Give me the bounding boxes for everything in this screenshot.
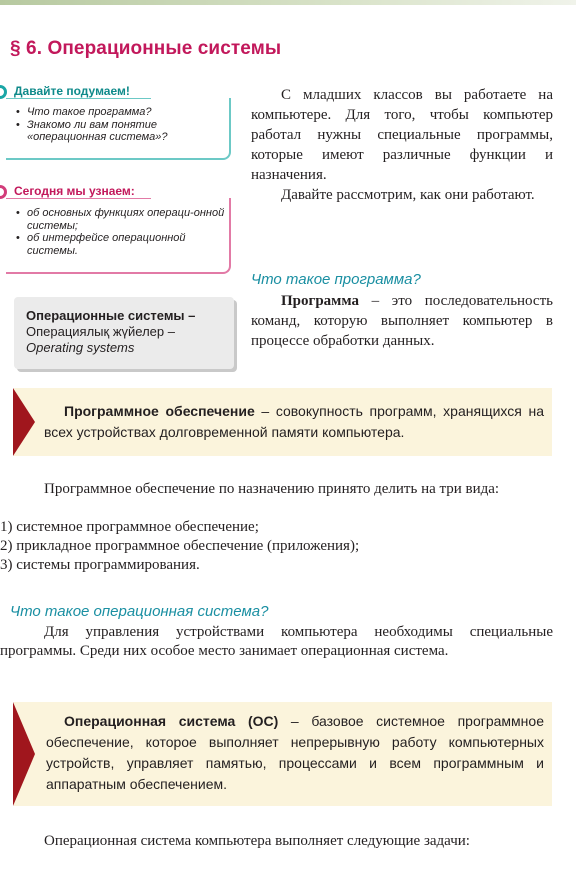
think-box-heading — [0, 84, 130, 99]
section-heading-os: Что такое операционная система? — [10, 603, 269, 620]
think-box-body — [14, 106, 224, 144]
software-types-intro: Программное обеспечение по назначению принято делить на три вида: — [44, 481, 500, 497]
list-item: 2) прикладное программное обеспечение (приложения); — [0, 538, 360, 554]
list-item: • Что такое программа? — [14, 106, 224, 119]
learn-box-heading — [0, 184, 135, 199]
term-kazakh: Операциялық жүйелер – — [26, 324, 175, 339]
circle-marker-icon — [0, 85, 7, 99]
learn-box-body — [14, 207, 226, 257]
intro-paragraph-2: Давайте рассмотрим, как они работают. — [281, 187, 535, 203]
intro-paragraph-1: С младших классов вы работаете на компьютере. Для того, чтобы компьютер работал нужны специальные программы, которые имеют различные функции и назначения. — [251, 87, 553, 183]
definition-body: – базовое системное программное обеспечение, которое выполняет непрерывную работу компьютерных устройств, управляет памятью, процессами и всем программным и аппаратным обеспечением. — [46, 713, 544, 792]
os-tasks-paragraph: Операционная система компьютера выполняет следующие задачи: — [44, 833, 470, 849]
definition-band-software — [14, 388, 552, 456]
term-english: Operating systems — [26, 340, 135, 355]
definition-term: Операционная система (ОС) — [64, 713, 279, 729]
circle-marker-icon — [0, 185, 7, 199]
learn-box-heading-text: Сегодня мы узнаем: — [14, 184, 135, 198]
section-heading-program: Что такое программа? — [251, 271, 421, 288]
list-item: 1) системное программное обеспечение; — [0, 519, 259, 535]
intro-column — [251, 85, 553, 205]
definition-text — [46, 711, 544, 795]
red-triangle-icon — [13, 388, 35, 456]
list-item: 3) системы программирования. — [0, 557, 200, 573]
definition-term: Программное обеспечение — [64, 403, 255, 419]
program-definition-text: – это последовательность команд, которую выполняет компьютер в процессе обработки данных. — [251, 293, 553, 349]
red-triangle-icon — [13, 702, 35, 806]
os-intro-paragraph: Для управления устройствами компьютера необходимы специальные программы. Среди них особое место занимает операционная система. — [0, 624, 553, 659]
glossary-term-box — [14, 297, 234, 369]
page-title: § 6. Операционные системы — [10, 38, 282, 59]
program-definition-paragraph — [251, 291, 553, 351]
list-item: • Знакомо ли вам понятие «операционная система»? — [14, 119, 224, 144]
definition-body: – совокупность программ, хранящихся на всех устройствах долговременной памяти компьютера. — [44, 403, 544, 440]
definition-text — [44, 401, 544, 443]
software-types-list — [0, 518, 553, 575]
definition-band-os — [14, 702, 552, 806]
top-decor-bar — [0, 0, 576, 5]
term-russian: Операционные системы – — [26, 308, 196, 323]
think-box-heading-text: Давайте подумаем! — [14, 84, 130, 98]
program-term: Программа — [281, 293, 359, 309]
list-item: • об основных функциях операци-онной системы; — [14, 207, 226, 232]
list-item: • об интерфейсе операционной системы. — [14, 232, 226, 257]
